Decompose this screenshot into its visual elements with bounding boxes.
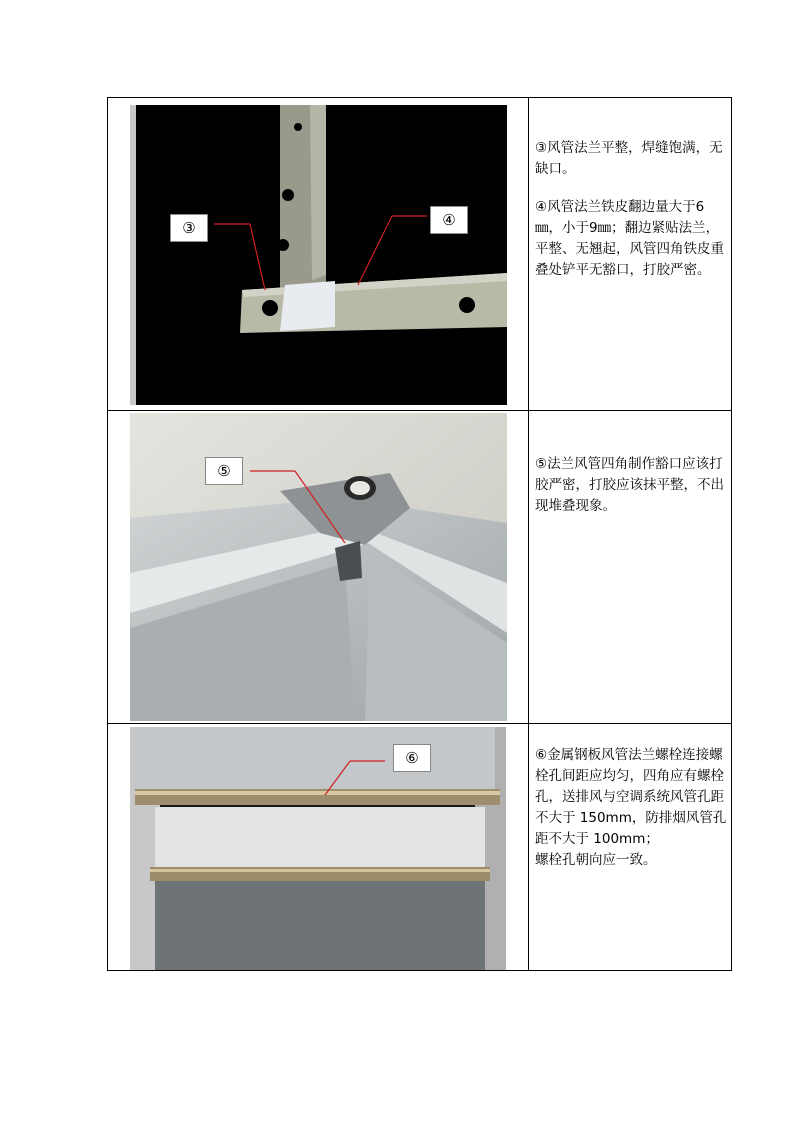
duct-bolt-flange-photo: [130, 727, 506, 970]
construction-detail-table: [107, 97, 732, 971]
note-text: [535, 454, 727, 534]
callout-label: ④: [430, 206, 468, 234]
duct-corner-photo: [130, 413, 507, 721]
callout-label: ⑥: [393, 744, 431, 772]
note-text: [535, 745, 727, 871]
table-row: [108, 723, 731, 970]
note-paragraph: ④风管法兰铁皮翻边量大于6㎜，小于9㎜；翻边紧贴法兰，平整、无翘起，风管四角铁皮重叠处铲平无豁口，打胶严密。: [535, 199, 724, 278]
note-text: [535, 138, 727, 298]
callout-label: ③: [170, 214, 208, 242]
note-paragraph: ③风管法兰平整，焊缝饱满，无缺口。: [535, 140, 723, 177]
table-row: [108, 410, 731, 723]
table-row: [108, 98, 731, 410]
note-paragraph: 螺栓孔朝向应一致。: [535, 852, 657, 868]
note-paragraph: ⑤法兰风管四角制作豁口应该打胶严密，打胶应该抹平整，不出现堆叠现象。: [535, 456, 724, 514]
note-paragraph: ⑥金属钢板风管法兰螺栓连接螺栓孔间距应均匀，四角应有螺栓孔，送排风与空调系统风管孔距不大于 150mm，防排烟风管孔距不大于 100mm；: [535, 747, 727, 847]
flange-frame-photo: [130, 105, 507, 405]
callout-label: ⑤: [205, 457, 243, 485]
